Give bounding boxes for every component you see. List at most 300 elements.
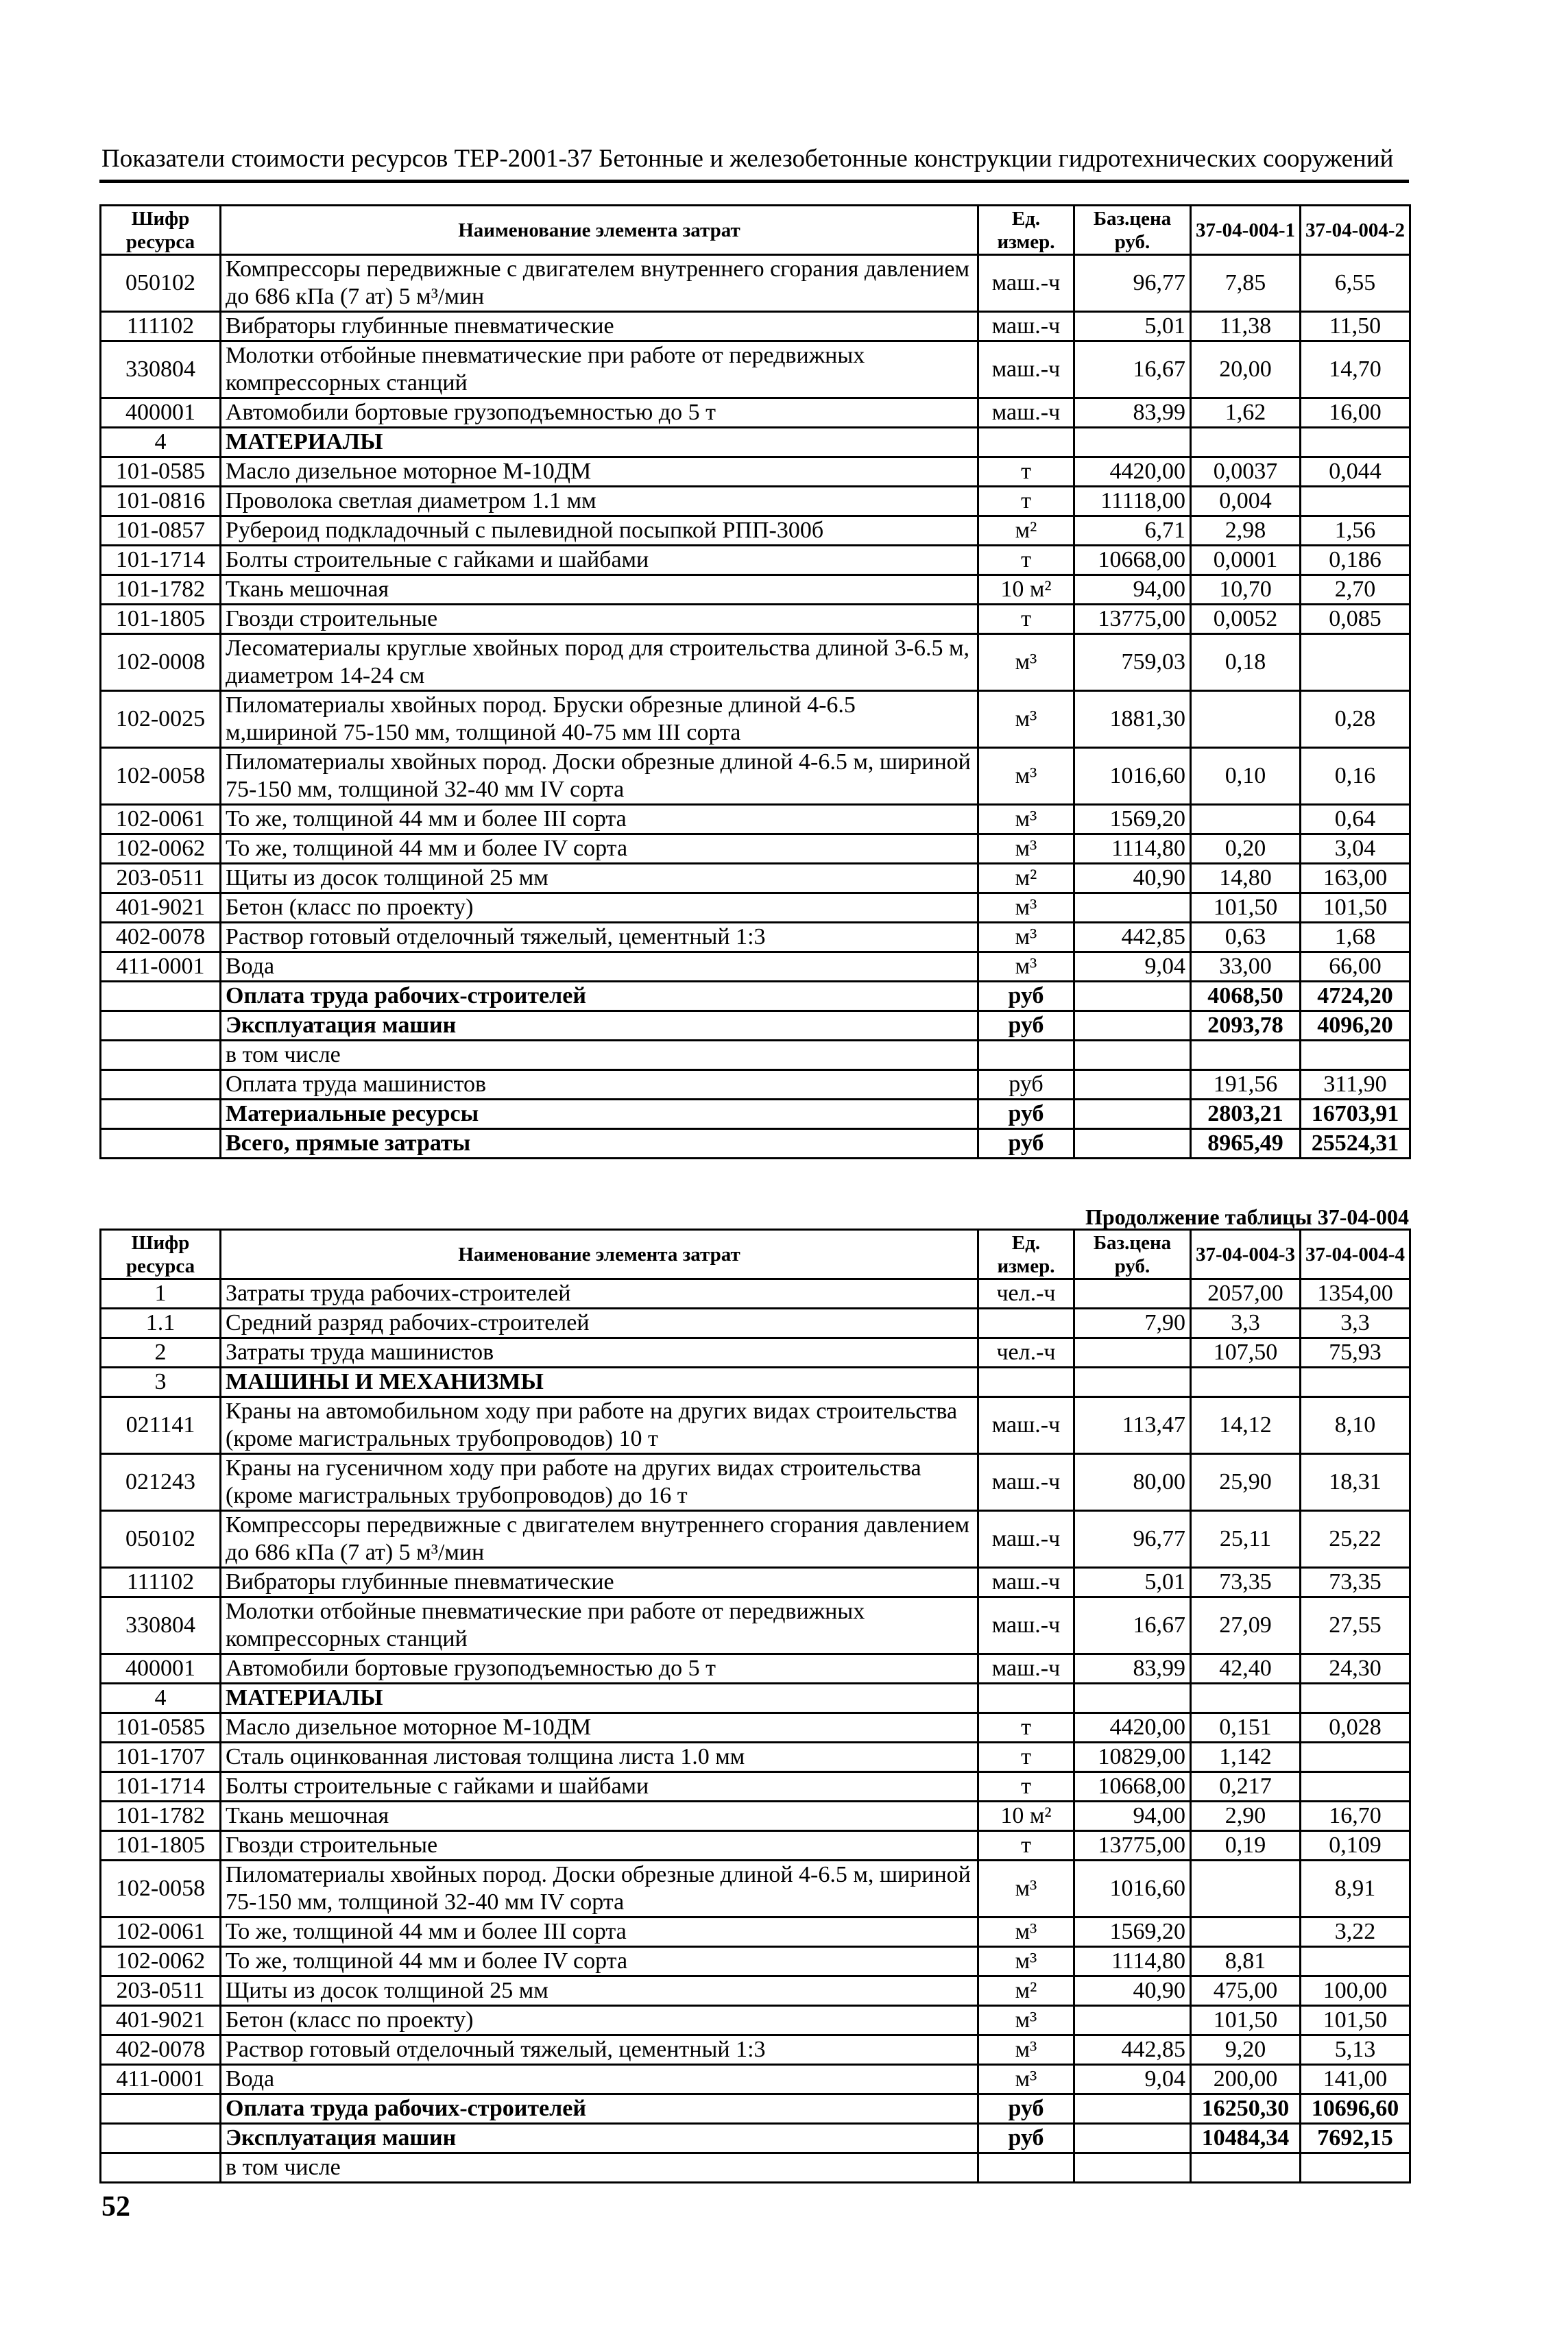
row-name: Раствор готовый отделочный тяжелый, цементный 1:3 [221,2035,978,2065]
row-code [101,1070,221,1100]
row-value-2: 16703,91 [1301,1100,1410,1129]
row-price: 11118,00 [1074,487,1191,516]
row-name: Болты строительные с гайками и шайбами [221,546,978,575]
row-code: 101-0585 [101,457,221,487]
row-price: 1016,60 [1074,748,1191,805]
row-unit: м³ [978,1861,1074,1917]
row-value-1: 8,81 [1191,1947,1301,1976]
continuation-caption: Продолжение таблицы 37-04-004 [1085,1205,1409,1229]
row-code: 1.1 [101,1309,221,1338]
row-name: Оплата труда машинистов [221,1070,978,1100]
row-code: 101-0585 [101,1713,221,1743]
row-price [1074,1041,1191,1070]
row-price: 96,77 [1074,255,1191,312]
row-name: МАТЕРИАЛЫ [221,428,978,457]
table-row [101,2035,1410,2065]
row-price [1074,1070,1191,1100]
row-unit: т [978,1772,1074,1802]
row-value-1: 11,38 [1191,312,1301,341]
row-value-2: 101,50 [1301,893,1410,923]
row-code: 101-1782 [101,575,221,605]
row-unit [978,1309,1074,1338]
row-name: Бетон (класс по проекту) [221,2006,978,2035]
row-unit: руб [978,2094,1074,2124]
row-value-1: 10,70 [1191,575,1301,605]
row-price: 9,04 [1074,2065,1191,2094]
row-value-1 [1191,805,1301,834]
row-value-2: 311,90 [1301,1070,1410,1100]
row-value-1: 0,20 [1191,834,1301,864]
row-unit: м³ [978,691,1074,748]
row-code: 400001 [101,1654,221,1684]
row-code: 402-0078 [101,2035,221,2065]
row-unit: м³ [978,748,1074,805]
row-price [1074,982,1191,1011]
table-row [101,255,1410,312]
row-name: Компрессоры передвижные с двигателем внутреннего сгорания давлением до 686 кПа (7 ат) 5 м³/мин [221,255,978,312]
row-code: 101-1714 [101,1772,221,1802]
row-value-1 [1191,2153,1301,2183]
row-value-2: 7692,15 [1301,2124,1410,2153]
row-code: 101-0857 [101,516,221,546]
row-unit: т [978,546,1074,575]
row-value-2: 8,10 [1301,1397,1410,1454]
row-name: Оплата труда рабочих-строителей [221,982,978,1011]
row-value-2: 2,70 [1301,575,1410,605]
row-value-1 [1191,1684,1301,1713]
row-price [1074,2124,1191,2153]
row-name: Вибраторы глубинные пневматические [221,312,978,341]
row-value-1: 0,19 [1191,1831,1301,1861]
page-number: 52 [101,2191,130,2223]
row-unit: т [978,1743,1074,1772]
row-unit [978,428,1074,457]
table-row [101,575,1410,605]
row-value-2: 3,04 [1301,834,1410,864]
row-name: Щиты из досок толщиной 25 мм [221,864,978,893]
row-price: 7,90 [1074,1309,1191,1338]
header-col-1: 37-04-004-3 [1191,1230,1301,1279]
row-code [101,1129,221,1159]
row-code: 102-0062 [101,1947,221,1976]
row-code: 330804 [101,1597,221,1654]
row-unit: руб [978,2124,1074,2153]
row-unit: маш.-ч [978,398,1074,428]
row-code: 101-1714 [101,546,221,575]
row-code: 101-1805 [101,1831,221,1861]
row-value-2: 16,00 [1301,398,1410,428]
row-price [1074,1338,1191,1368]
row-value-2: 25,22 [1301,1511,1410,1568]
row-value-2 [1301,1772,1410,1802]
table-row [101,1743,1410,1772]
row-code: 102-0008 [101,634,221,691]
row-value-1: 27,09 [1191,1597,1301,1654]
row-price: 13775,00 [1074,1831,1191,1861]
row-value-2: 4096,20 [1301,1011,1410,1041]
table-row [101,1597,1410,1654]
total-row [101,982,1410,1011]
table-row [101,1041,1410,1070]
row-value-2: 4724,20 [1301,982,1410,1011]
row-code: 1 [101,1279,221,1309]
row-code: 050102 [101,1511,221,1568]
table-row [101,893,1410,923]
row-name: Затраты труда машинистов [221,1338,978,1368]
row-value-1 [1191,1368,1301,1397]
row-value-1 [1191,691,1301,748]
row-code [101,2153,221,2183]
row-price: 83,99 [1074,1654,1191,1684]
row-price: 10829,00 [1074,1743,1191,1772]
table-row [101,1454,1410,1511]
row-name: Масло дизельное моторное М-10ДМ [221,1713,978,1743]
row-value-2: 5,13 [1301,2035,1410,2065]
row-code [101,2124,221,2153]
row-price: 1016,60 [1074,1861,1191,1917]
header-unit: Ед. измер. [978,1230,1074,1279]
table-row [101,2153,1410,2183]
row-code: 101-1805 [101,605,221,634]
row-value-2: 1354,00 [1301,1279,1410,1309]
row-price: 80,00 [1074,1454,1191,1511]
row-code: 101-0816 [101,487,221,516]
row-value-2: 3,3 [1301,1309,1410,1338]
row-value-1: 33,00 [1191,952,1301,982]
header-price: Баз.цена руб. [1074,206,1191,255]
row-name: То же, толщиной 44 мм и более IV сорта [221,1947,978,1976]
row-value-2: 27,55 [1301,1597,1410,1654]
section-row [101,428,1410,457]
row-unit: т [978,1831,1074,1861]
row-unit: м² [978,1976,1074,2006]
row-code [101,982,221,1011]
row-unit: т [978,605,1074,634]
row-value-1: 14,12 [1191,1397,1301,1454]
row-name: Автомобили бортовые грузоподъемностью до 5 т [221,398,978,428]
row-value-1: 8965,49 [1191,1129,1301,1159]
row-price [1074,1011,1191,1041]
table-row [101,1309,1410,1338]
table-row [101,487,1410,516]
row-code: 401-9021 [101,2006,221,2035]
row-price [1074,1684,1191,1713]
row-price: 113,47 [1074,1397,1191,1454]
row-value-2: 11,50 [1301,312,1410,341]
table-row [101,1772,1410,1802]
row-price [1074,893,1191,923]
row-unit: м³ [978,634,1074,691]
row-value-2: 18,31 [1301,1454,1410,1511]
row-value-1: 2,98 [1191,516,1301,546]
total-row [101,1100,1410,1129]
row-value-2: 66,00 [1301,952,1410,982]
total-row [101,1011,1410,1041]
row-price: 6,71 [1074,516,1191,546]
header-unit: Ед. измер. [978,206,1074,255]
row-value-2: 6,55 [1301,255,1410,312]
row-price [1074,2153,1191,2183]
row-unit: м³ [978,1917,1074,1947]
row-price: 83,99 [1074,398,1191,428]
row-code: 102-0061 [101,1917,221,1947]
row-value-1: 2803,21 [1191,1100,1301,1129]
row-value-1: 0,151 [1191,1713,1301,1743]
row-unit: маш.-ч [978,1568,1074,1597]
row-unit: 10 м² [978,575,1074,605]
row-value-2 [1301,487,1410,516]
row-price: 4420,00 [1074,457,1191,487]
row-code: 401-9021 [101,893,221,923]
row-name: Гвозди строительные [221,605,978,634]
row-name: Бетон (класс по проекту) [221,893,978,923]
table-row [101,605,1410,634]
row-unit [978,1041,1074,1070]
row-unit: маш.-ч [978,341,1074,398]
table-row [101,1713,1410,1743]
row-unit: руб [978,1100,1074,1129]
row-name: МАШИНЫ И МЕХАНИЗМЫ [221,1368,978,1397]
row-price [1074,1279,1191,1309]
row-price: 1569,20 [1074,805,1191,834]
row-name: То же, толщиной 44 мм и более IV сорта [221,834,978,864]
row-unit [978,1684,1074,1713]
row-code: 3 [101,1368,221,1397]
row-price [1074,2094,1191,2124]
row-price: 10668,00 [1074,546,1191,575]
row-unit: м³ [978,834,1074,864]
row-unit: руб [978,1129,1074,1159]
row-price: 40,90 [1074,864,1191,893]
header-code: Шифр ресурса [101,206,221,255]
row-code: 111102 [101,1568,221,1597]
row-value-1: 0,0001 [1191,546,1301,575]
row-unit: маш.-ч [978,312,1074,341]
row-price [1074,1368,1191,1397]
row-code: 402-0078 [101,923,221,952]
row-price: 1114,80 [1074,1947,1191,1976]
row-name: МАТЕРИАЛЫ [221,1684,978,1713]
row-code: 111102 [101,312,221,341]
row-value-2: 141,00 [1301,2065,1410,2094]
row-price [1074,2006,1191,2035]
row-code: 330804 [101,341,221,398]
row-value-1: 73,35 [1191,1568,1301,1597]
row-code: 102-0058 [101,748,221,805]
row-price: 1114,80 [1074,834,1191,864]
row-code: 102-0025 [101,691,221,748]
row-value-1: 0,004 [1191,487,1301,516]
row-value-2 [1301,1368,1410,1397]
row-value-1: 9,20 [1191,2035,1301,2065]
row-code: 4 [101,428,221,457]
table-row [101,1070,1410,1100]
row-value-1: 7,85 [1191,255,1301,312]
row-unit: м³ [978,2065,1074,2094]
table-row [101,2065,1410,2094]
table-row [101,864,1410,893]
row-code [101,1011,221,1041]
table-row [101,834,1410,864]
row-unit: м³ [978,923,1074,952]
row-name: Средний разряд рабочих-строителей [221,1309,978,1338]
row-value-1: 1,62 [1191,398,1301,428]
table-row [101,1654,1410,1684]
row-unit: м² [978,864,1074,893]
row-value-1: 475,00 [1191,1976,1301,2006]
table-header-row [101,1230,1410,1279]
row-value-1: 0,18 [1191,634,1301,691]
row-value-2: 0,044 [1301,457,1410,487]
row-unit: т [978,457,1074,487]
row-code [101,2094,221,2124]
row-unit: м³ [978,893,1074,923]
table-row [101,1831,1410,1861]
row-name: Вода [221,2065,978,2094]
row-unit: м³ [978,2035,1074,2065]
row-code: 203-0511 [101,1976,221,2006]
row-name: Краны на автомобильном ходу при работе на других видах строительства (кроме магистральных трубопроводов) 10 т [221,1397,978,1454]
row-price: 94,00 [1074,575,1191,605]
header-col-1: 37-04-004-1 [1191,206,1301,255]
row-unit: маш.-ч [978,255,1074,312]
row-value-2: 3,22 [1301,1917,1410,1947]
row-value-1: 101,50 [1191,893,1301,923]
header-col-2: 37-04-004-4 [1301,1230,1410,1279]
row-name: Ткань мешочная [221,1802,978,1831]
row-code: 4 [101,1684,221,1713]
row-price: 5,01 [1074,312,1191,341]
row-value-1: 0,217 [1191,1772,1301,1802]
row-unit: м³ [978,805,1074,834]
row-value-2: 0,64 [1301,805,1410,834]
row-value-2: 16,70 [1301,1802,1410,1831]
row-code [101,1100,221,1129]
row-value-2 [1301,1743,1410,1772]
row-value-1: 42,40 [1191,1654,1301,1684]
row-value-1: 4068,50 [1191,982,1301,1011]
row-value-1: 2057,00 [1191,1279,1301,1309]
row-value-1: 16250,30 [1191,2094,1301,2124]
row-name: То же, толщиной 44 мм и более III сорта [221,805,978,834]
row-code: 102-0061 [101,805,221,834]
row-name: Компрессоры передвижные с двигателем внутреннего сгорания давлением до 686 кПа (7 ат) 5 м³/мин [221,1511,978,1568]
row-value-2: 0,028 [1301,1713,1410,1743]
row-name: Раствор готовый отделочный тяжелый, цементный 1:3 [221,923,978,952]
row-name: в том числе [221,1041,978,1070]
row-price: 442,85 [1074,923,1191,952]
row-unit: чел.-ч [978,1338,1074,1368]
row-unit: м³ [978,2006,1074,2035]
row-value-1: 14,80 [1191,864,1301,893]
row-value-1: 2,90 [1191,1802,1301,1831]
row-name: Затраты труда рабочих-строителей [221,1279,978,1309]
row-name: Щиты из досок толщиной 25 мм [221,1976,978,2006]
header-code: Шифр ресурса [101,1230,221,1279]
header-col-2: 37-04-004-2 [1301,206,1410,255]
row-price: 1881,30 [1074,691,1191,748]
row-value-2: 0,109 [1301,1831,1410,1861]
table-row [101,634,1410,691]
header-name: Наименование элемента затрат [221,1230,978,1279]
row-value-1 [1191,1861,1301,1917]
row-value-2: 10696,60 [1301,2094,1410,2124]
header-price: Баз.цена руб. [1074,1230,1191,1279]
row-value-2: 1,56 [1301,516,1410,546]
row-name: Рубероид подкладочный с пылевидной посыпкой РПП-300б [221,516,978,546]
row-name: Всего, прямые затраты [221,1129,978,1159]
row-price: 9,04 [1074,952,1191,982]
row-price: 759,03 [1074,634,1191,691]
page-header: Показатели стоимости ресурсов ТЕР-2001-37 Бетонные и железобетонные конструкции гидротехнических сооружений [101,145,1394,173]
row-name: Молотки отбойные пневматические при работе от передвижных компрессорных станций [221,341,978,398]
total-row [101,1129,1410,1159]
row-name: Пиломатериалы хвойных пород. Доски обрезные длиной 4-6.5 м, шириной 75-150 мм, толщиной 32-40 мм IV сорта [221,748,978,805]
row-value-2 [1301,1947,1410,1976]
row-value-1: 25,90 [1191,1454,1301,1511]
row-code: 411-0001 [101,2065,221,2094]
row-code: 021243 [101,1454,221,1511]
row-name: То же, толщиной 44 мм и более III сорта [221,1917,978,1947]
row-value-2 [1301,1684,1410,1713]
row-code: 021141 [101,1397,221,1454]
table-row [101,312,1410,341]
row-value-2: 100,00 [1301,1976,1410,2006]
row-unit: маш.-ч [978,1397,1074,1454]
row-name: Пиломатериалы хвойных пород. Доски обрезные длиной 4-6.5 м, шириной 75-150 мм, толщиной 32-40 мм IV сорта [221,1861,978,1917]
row-name: Гвозди строительные [221,1831,978,1861]
row-code: 101-1707 [101,1743,221,1772]
row-price [1074,428,1191,457]
row-value-2: 101,50 [1301,2006,1410,2035]
row-value-1: 0,0037 [1191,457,1301,487]
row-name: Краны на гусеничном ходу при работе на других видах строительства (кроме магистральных трубопроводов) до 16 т [221,1454,978,1511]
row-unit: 10 м² [978,1802,1074,1831]
row-unit: руб [978,982,1074,1011]
row-name: Масло дизельное моторное М-10ДМ [221,457,978,487]
row-value-2 [1301,1041,1410,1070]
row-value-1: 1,142 [1191,1743,1301,1772]
table-row [101,1861,1410,1917]
row-name: Оплата труда рабочих-строителей [221,2094,978,2124]
row-code: 102-0058 [101,1861,221,1917]
row-code: 2 [101,1338,221,1368]
table-row [101,1511,1410,1568]
row-unit: маш.-ч [978,1654,1074,1684]
table-row [101,952,1410,982]
row-unit: маш.-ч [978,1511,1074,1568]
table-row [101,1279,1410,1309]
table-row [101,1568,1410,1597]
row-value-1: 25,11 [1191,1511,1301,1568]
row-value-1: 2093,78 [1191,1011,1301,1041]
row-unit [978,2153,1074,2183]
row-value-1 [1191,1041,1301,1070]
row-unit: маш.-ч [978,1454,1074,1511]
table-row [101,805,1410,834]
row-unit: м³ [978,952,1074,982]
section-row [101,1684,1410,1713]
row-name: Вода [221,952,978,982]
table-row [101,398,1410,428]
row-name: Вибраторы глубинные пневматические [221,1568,978,1597]
row-value-2 [1301,634,1410,691]
row-value-2 [1301,428,1410,457]
total-row [101,2124,1410,2153]
row-code: 102-0062 [101,834,221,864]
table-row [101,1947,1410,1976]
table-row [101,2006,1410,2035]
